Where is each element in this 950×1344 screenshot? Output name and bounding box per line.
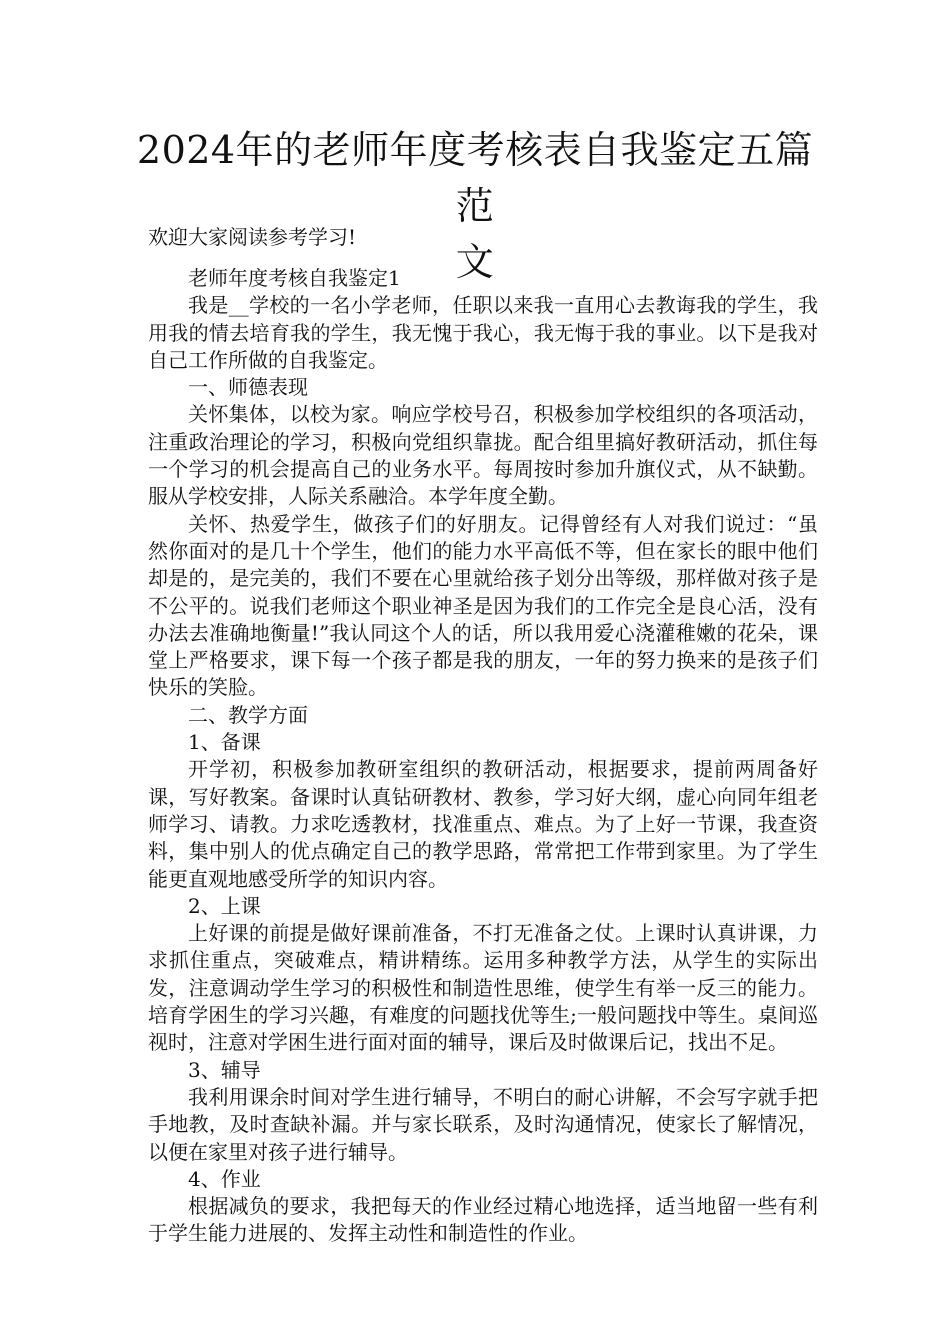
section-heading: 二、教学方面 (188, 702, 308, 727)
title-line-2: 文 (455, 240, 495, 284)
body-paragraph: 关怀、热爱学生，做孩子们的好朋友。记得曾经有人对我们说过：“虽然你面对的是几十个学生，他们的能力水平高低不等，但在家长的眼中他们却是的，是完美的，我们不要在心里就给孩子划分出等级，那样做对孩子是不公平的。说我们老师这个职业神圣是因为我们的工作完全是良心活，没有办法去准确地衡量!”我认同这个人的话，所以我用爱心浇灌稚嫩的花朵，课堂上严格要求，课下每一个孩子都是我的朋友，一年的努力换来的是孩子们快乐的笑脸。 (148, 511, 818, 700)
title-line-1: 2024年的老师年度考核表自我鉴定五篇范 (136, 128, 814, 228)
document-body (148, 265, 818, 1248)
body-paragraph: 上好课的前提是做好课前准备，不打无准备之仗。上课时认真讲课，力求抓住重点，突破难点，精讲精练。运用多种教学方法，从学生的实际出发，注意调动学生学习的积极性和制造性思维，使学生有举一反三的能力。培育学困生的学习兴趣，有难度的问题找优等生;一般问题找中等生。桌间巡视时，注意对学困生进行面对面的辅导，课后及时做课后记，找出不足。 (148, 921, 818, 1055)
body-paragraph: 关怀集体，以校为家。响应学校号召，积极参加学校组织的各项活动，注重政治理论的学习，积极向党组织靠拢。配合组里搞好教研活动，抓住每一个学习的机会提高自己的业务水平。每周按时参加升旗仪式，从不缺勤。服从学校安排，人际关系融洽。本学年度全勤。 (148, 402, 818, 509)
section-heading: 2、上课 (188, 893, 261, 918)
welcome-text: 欢迎大家阅读参考学习! (148, 225, 357, 249)
body-paragraph: 我利用课余时间对学生进行辅导，不明白的耐心讲解，不会写字就手把手地教，及时查缺补漏。并与家长联系，及时沟通情况，使家长了解情况，以便在家里对孩子进行辅导。 (148, 1084, 818, 1164)
section-heading: 4、作业 (188, 1166, 261, 1191)
section-heading: 老师年度考核自我鉴定1 (188, 266, 401, 290)
section-heading: 3、辅导 (188, 1057, 261, 1082)
body-paragraph: 开学初，积极参加教研室组织的教研活动，根据要求，提前两周备好课，写好教案。备课时认真钻研教材、教参，学习好大纲，虚心向同年组老师学习、请教。力求吃透教材，找准重点、难点。为了上好一节课，我查资料，集中别人的优点确定自己的教学思路，常常把工作带到家里。为了学生能更直观地感受所学的知识内容。 (148, 757, 818, 891)
section-heading: 一、师德表现 (188, 375, 308, 400)
section-heading: 1、备课 (188, 730, 261, 755)
body-paragraph: 我是__学校的一名小学老师，任职以来我一直用心去教诲我的学生，我用我的情去培育我的学生，我无愧于我心，我无悔于我的事业。以下是我对自己工作所做的自我鉴定。 (148, 293, 818, 372)
body-paragraph: 根据减负的要求，我把每天的作业经过精心地选择，适当地留一些有利于学生能力进展的、发挥主动性和制造性的作业。 (148, 1194, 818, 1246)
